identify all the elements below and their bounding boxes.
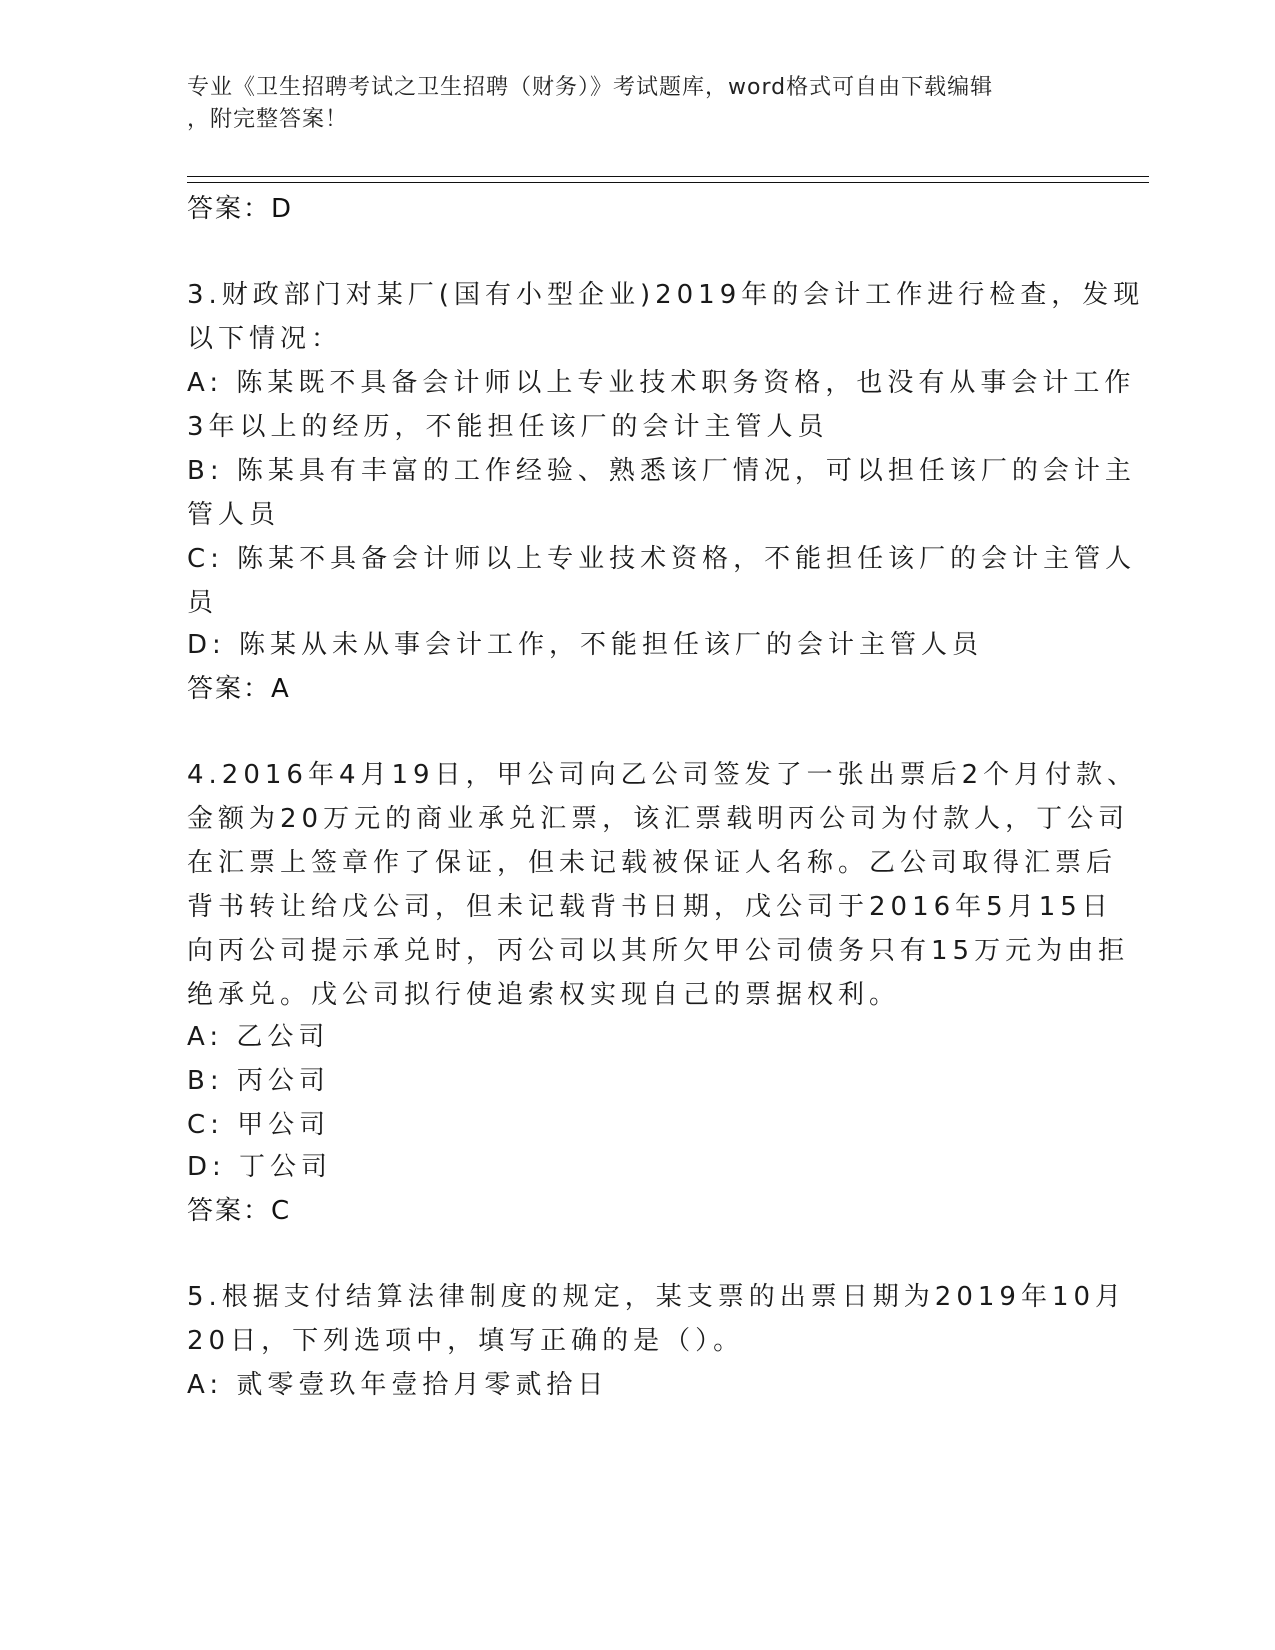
question-stem-line: 向丙公司提示承兑时，丙公司以其所欠甲公司债务只有15万元为由拒: [187, 936, 1130, 966]
question-stem-line: 绝承兑。戊公司拟行使追索权实现自己的票据权利。: [187, 980, 901, 1010]
header-line-1: 专业《卫生招聘考试之卫生招聘（财务）》考试题库，word格式可自由下载编辑: [187, 75, 994, 100]
option-b: B: 陈某具有丰富的工作经验、熟悉该厂情况，可以担任该厂的会计主: [187, 456, 1136, 486]
previous-answer: 答案：D: [187, 194, 294, 224]
question-stem-line: 3.财政部门对某厂(国有小型企业)2019年的会计工作进行检查，发现: [187, 280, 1145, 310]
option-a-continued: 3年以上的经历，不能担任该厂的会计主管人员: [187, 412, 829, 442]
option-c: C: 甲公司: [187, 1110, 331, 1140]
question-stem-line: 背书转让给戊公司，但未记载背书日期，戊公司于2016年5月15日: [187, 892, 1113, 922]
option-b: B: 丙公司: [187, 1066, 330, 1096]
option-c: C: 陈某不具备会计师以上专业技术资格，不能担任该厂的会计主管人: [187, 544, 1137, 574]
option-c-continued: 员: [187, 588, 219, 618]
question-stem-line: 在汇票上签章作了保证，但未记载被保证人名称。乙公司取得汇票后: [187, 848, 1118, 878]
answer-label: 答案：C: [187, 1196, 292, 1226]
question-stem-line: 20日，下列选项中，填写正确的是（）。: [187, 1326, 745, 1356]
header-divider-top: [187, 176, 1149, 177]
option-b-continued: 管人员: [187, 500, 281, 530]
option-d: D: 丁公司: [187, 1152, 333, 1182]
question-stem-line: 4.2016年4月19日，甲公司向乙公司签发了一张出票后2个月付款、: [187, 760, 1139, 790]
question-stem-line: 5.根据支付结算法律制度的规定，某支票的出票日期为2019年10月: [187, 1282, 1127, 1312]
header-line-2: ，附完整答案！: [187, 107, 349, 132]
answer-label: 答案：A: [187, 674, 291, 704]
option-a: A: 陈某既不具备会计师以上专业技术职务资格，也没有从事会计工作: [187, 368, 1136, 398]
option-a: A: 乙公司: [187, 1022, 330, 1052]
header-divider-bottom: [187, 182, 1149, 183]
document-header: [187, 72, 1087, 136]
question-stem-line: 金额为20万元的商业承兑汇票，该汇票载明丙公司为付款人，丁公司: [187, 804, 1130, 834]
question-stem-line: 以下情况：: [187, 324, 343, 354]
option-a: A: 贰零壹玖年壹拾月零贰拾日: [187, 1370, 609, 1400]
option-d: D: 陈某从未从事会计工作，不能担任该厂的会计主管人员: [187, 630, 984, 660]
